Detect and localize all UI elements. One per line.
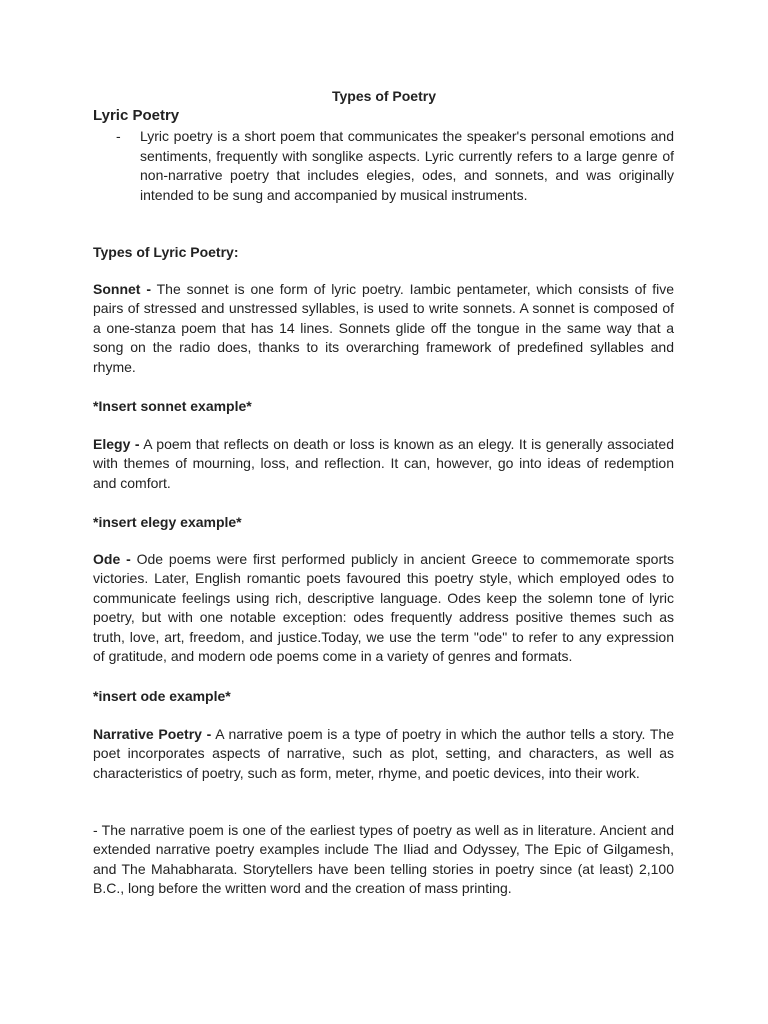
lyric-poetry-description: Lyric poetry is a short poem that communicates the speaker's personal emotions and sentiments, frequently with songlike aspects. Lyric currently refers to a large genre of non-narrative poetry that includes elegies, odes, and sonnets, and was originally intended to be sung and accompanied by musical instruments. — [140, 128, 674, 203]
sonnet-term: Sonnet - — [93, 281, 151, 297]
narrative-poetry-term: Narrative Poetry - — [93, 726, 212, 742]
elegy-paragraph — [93, 435, 674, 493]
elegy-term: Elegy - — [93, 436, 140, 452]
ode-paragraph — [93, 550, 674, 666]
narrative-poetry-text: A narrative poem is a type of poetry in which the author tells a story. The poet incorporates aspects of narrative, such as plot, setting, and characters, as well as characteristics of poetry, such as form, meter, rhyme, and poetic devices, into their work. — [93, 726, 674, 781]
types-of-lyric-poetry-heading: Types of Lyric Poetry: — [93, 244, 239, 260]
ode-example-placeholder: *insert ode example* — [93, 688, 231, 704]
sonnet-text: The sonnet is one form of lyric poetry. Iambic pentameter, which consists of five pairs of stressed and unstressed syllables, is used to write sonnets. A sonnet is composed of a one-stanza poem that has 14 lines. Sonnets glide off the tongue in the same way that a song on the radio does, thanks to its overarching framework of predefined syllables and rhyme. — [93, 281, 674, 375]
elegy-example-placeholder: *insert elegy example* — [93, 514, 242, 530]
page-title: Types of Poetry — [332, 88, 436, 104]
narrative-poetry-extra-paragraph: - The narrative poem is one of the earliest types of poetry as well as in literature. Ancient and extended narrative poetry examples include The Iliad and Odyssey, The Epic of Gilgamesh, and The Mahabharata. Storytellers have been telling stories in poetry since (at least) 2,100 B.C., long before the written word and the creation of mass printing. — [93, 822, 674, 897]
ode-term: Ode - — [93, 551, 131, 567]
narrative-poetry-paragraph — [93, 725, 674, 783]
ode-text: Ode poems were first performed publicly in ancient Greece to commemorate sports victories. Later, English romantic poets favoured this poetry style, which employed odes to communicate feelings using rich, descriptive language. Odes keep the solemn tone of lyric poetry, but with one notable exception: odes frequently address positive themes such as truth, love, art, freedom, and justice.Today, we use the term "ode" to refer to any expression of gratitude, and modern ode poems come in a variety of genres and formats. — [93, 551, 675, 665]
elegy-text: A poem that reflects on death or loss is known as an elegy. It is generally associated with themes of mourning, loss, and reflection. It can, however, go into ideas of redemption and comfort. — [93, 436, 674, 491]
sonnet-example-placeholder: *Insert sonnet example* — [93, 398, 252, 414]
sonnet-paragraph — [93, 280, 674, 377]
lyric-poetry-heading: Lyric Poetry — [93, 107, 180, 124]
bullet-marker: - — [116, 128, 121, 144]
